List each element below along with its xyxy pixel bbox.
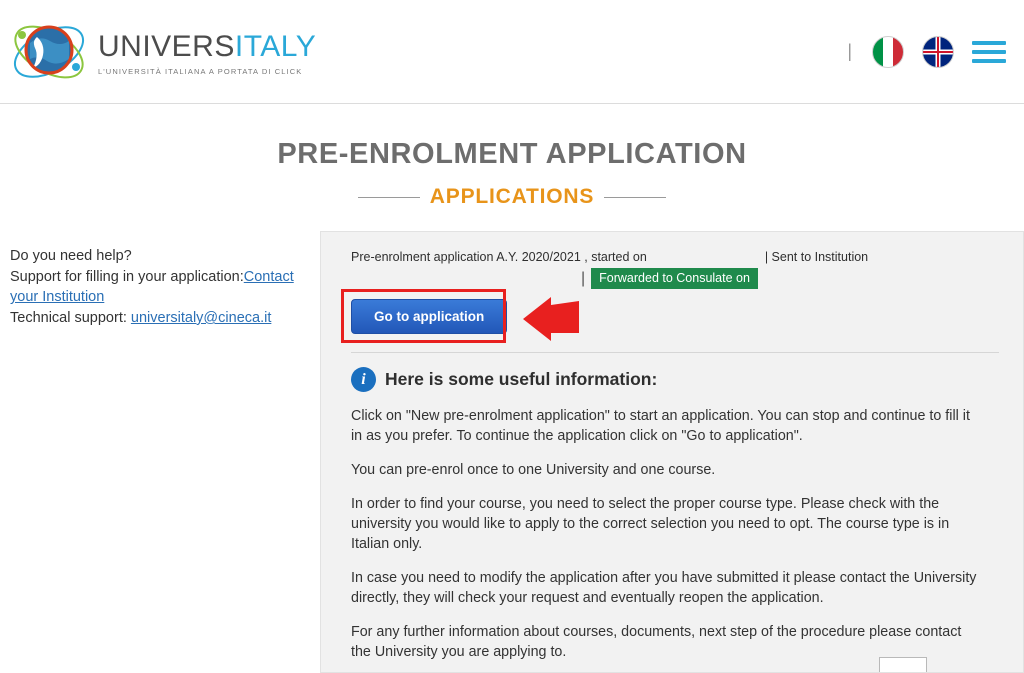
forwarded-to-consulate-badge: Forwarded to Consulate on bbox=[591, 268, 758, 289]
application-status-text: Pre-enrolment application A.Y. 2020/2021 , started on bbox=[351, 250, 647, 264]
info-paragraph: Click on "New pre-enrolment application" to start an application. You can stop and continue to fill it in as you prefer. To continue the application click on "Go to application". bbox=[351, 408, 970, 444]
universitaly-globe-logo-icon bbox=[10, 13, 88, 91]
application-panel bbox=[320, 231, 1024, 673]
help-sidebar bbox=[0, 231, 320, 329]
header-separator: | bbox=[847, 41, 852, 61]
brand-text bbox=[98, 28, 316, 76]
brand-name-dark: UNIVERS bbox=[98, 29, 235, 63]
info-paragraph: For any further information about courses, documents, next step of the procedure please contact the University you are applying to. bbox=[351, 624, 962, 660]
help-question: Do you need help? bbox=[10, 248, 132, 264]
forwarded-separator: | bbox=[581, 269, 586, 287]
subtitle-rule-left bbox=[358, 197, 420, 198]
help-technical-row bbox=[10, 308, 308, 328]
header-actions bbox=[847, 36, 1006, 68]
panel-bottom-element[interactable] bbox=[879, 657, 927, 672]
main-content bbox=[0, 231, 1024, 673]
application-status-row bbox=[351, 250, 999, 264]
page-subtitle-wrap bbox=[0, 185, 1024, 209]
support-email-link[interactable]: universitaly@cineca.it bbox=[130, 310, 272, 326]
info-heading: Here is some useful information: bbox=[385, 369, 658, 389]
page-subtitle: APPLICATIONS bbox=[429, 185, 595, 208]
subtitle-rule-right bbox=[604, 197, 666, 198]
hamburger-menu-icon[interactable] bbox=[972, 41, 1006, 63]
italian-flag-icon[interactable] bbox=[872, 36, 904, 68]
brand-title bbox=[98, 29, 317, 63]
help-technical-label: Technical support: bbox=[10, 310, 131, 326]
uk-flag-icon[interactable] bbox=[922, 36, 954, 68]
contact-institution-link[interactable]: Contact your Institution bbox=[10, 269, 294, 305]
info-heading-row bbox=[351, 367, 999, 392]
help-support-label: Support for filling in your application: bbox=[10, 269, 244, 285]
page-title: PRE-ENROLMENT APPLICATION bbox=[277, 138, 747, 170]
red-arrow-annotation-icon bbox=[517, 295, 579, 343]
help-support-row bbox=[10, 267, 308, 307]
site-header bbox=[0, 0, 1024, 104]
sent-to-institution-label: | Sent to Institution bbox=[764, 250, 869, 264]
go-to-application-button[interactable]: Go to application bbox=[351, 299, 507, 334]
panel-divider bbox=[351, 352, 999, 353]
go-to-application-wrap bbox=[351, 299, 507, 334]
info-paragraph: You can pre-enrol once to one University and one course. bbox=[351, 462, 716, 478]
brand-name-accent: ITALY bbox=[234, 29, 317, 63]
forwarded-row bbox=[581, 268, 999, 289]
brand-tagline: L'UNIVERSITÀ ITALIANA A PORTATA DI CLICK bbox=[98, 66, 303, 76]
info-circle-icon: i bbox=[351, 367, 376, 392]
info-paragraph: In case you need to modify the application after you have submitted it please contact the University directly, they will check your request and eventually reopen the application. bbox=[351, 570, 977, 606]
brand-logo[interactable] bbox=[10, 13, 316, 91]
info-paragraph: In order to find your course, you need to select the proper course type. Please check with the university you would like to apply to the correct selection you need to opt. The course type is in Italian only. bbox=[351, 496, 950, 552]
